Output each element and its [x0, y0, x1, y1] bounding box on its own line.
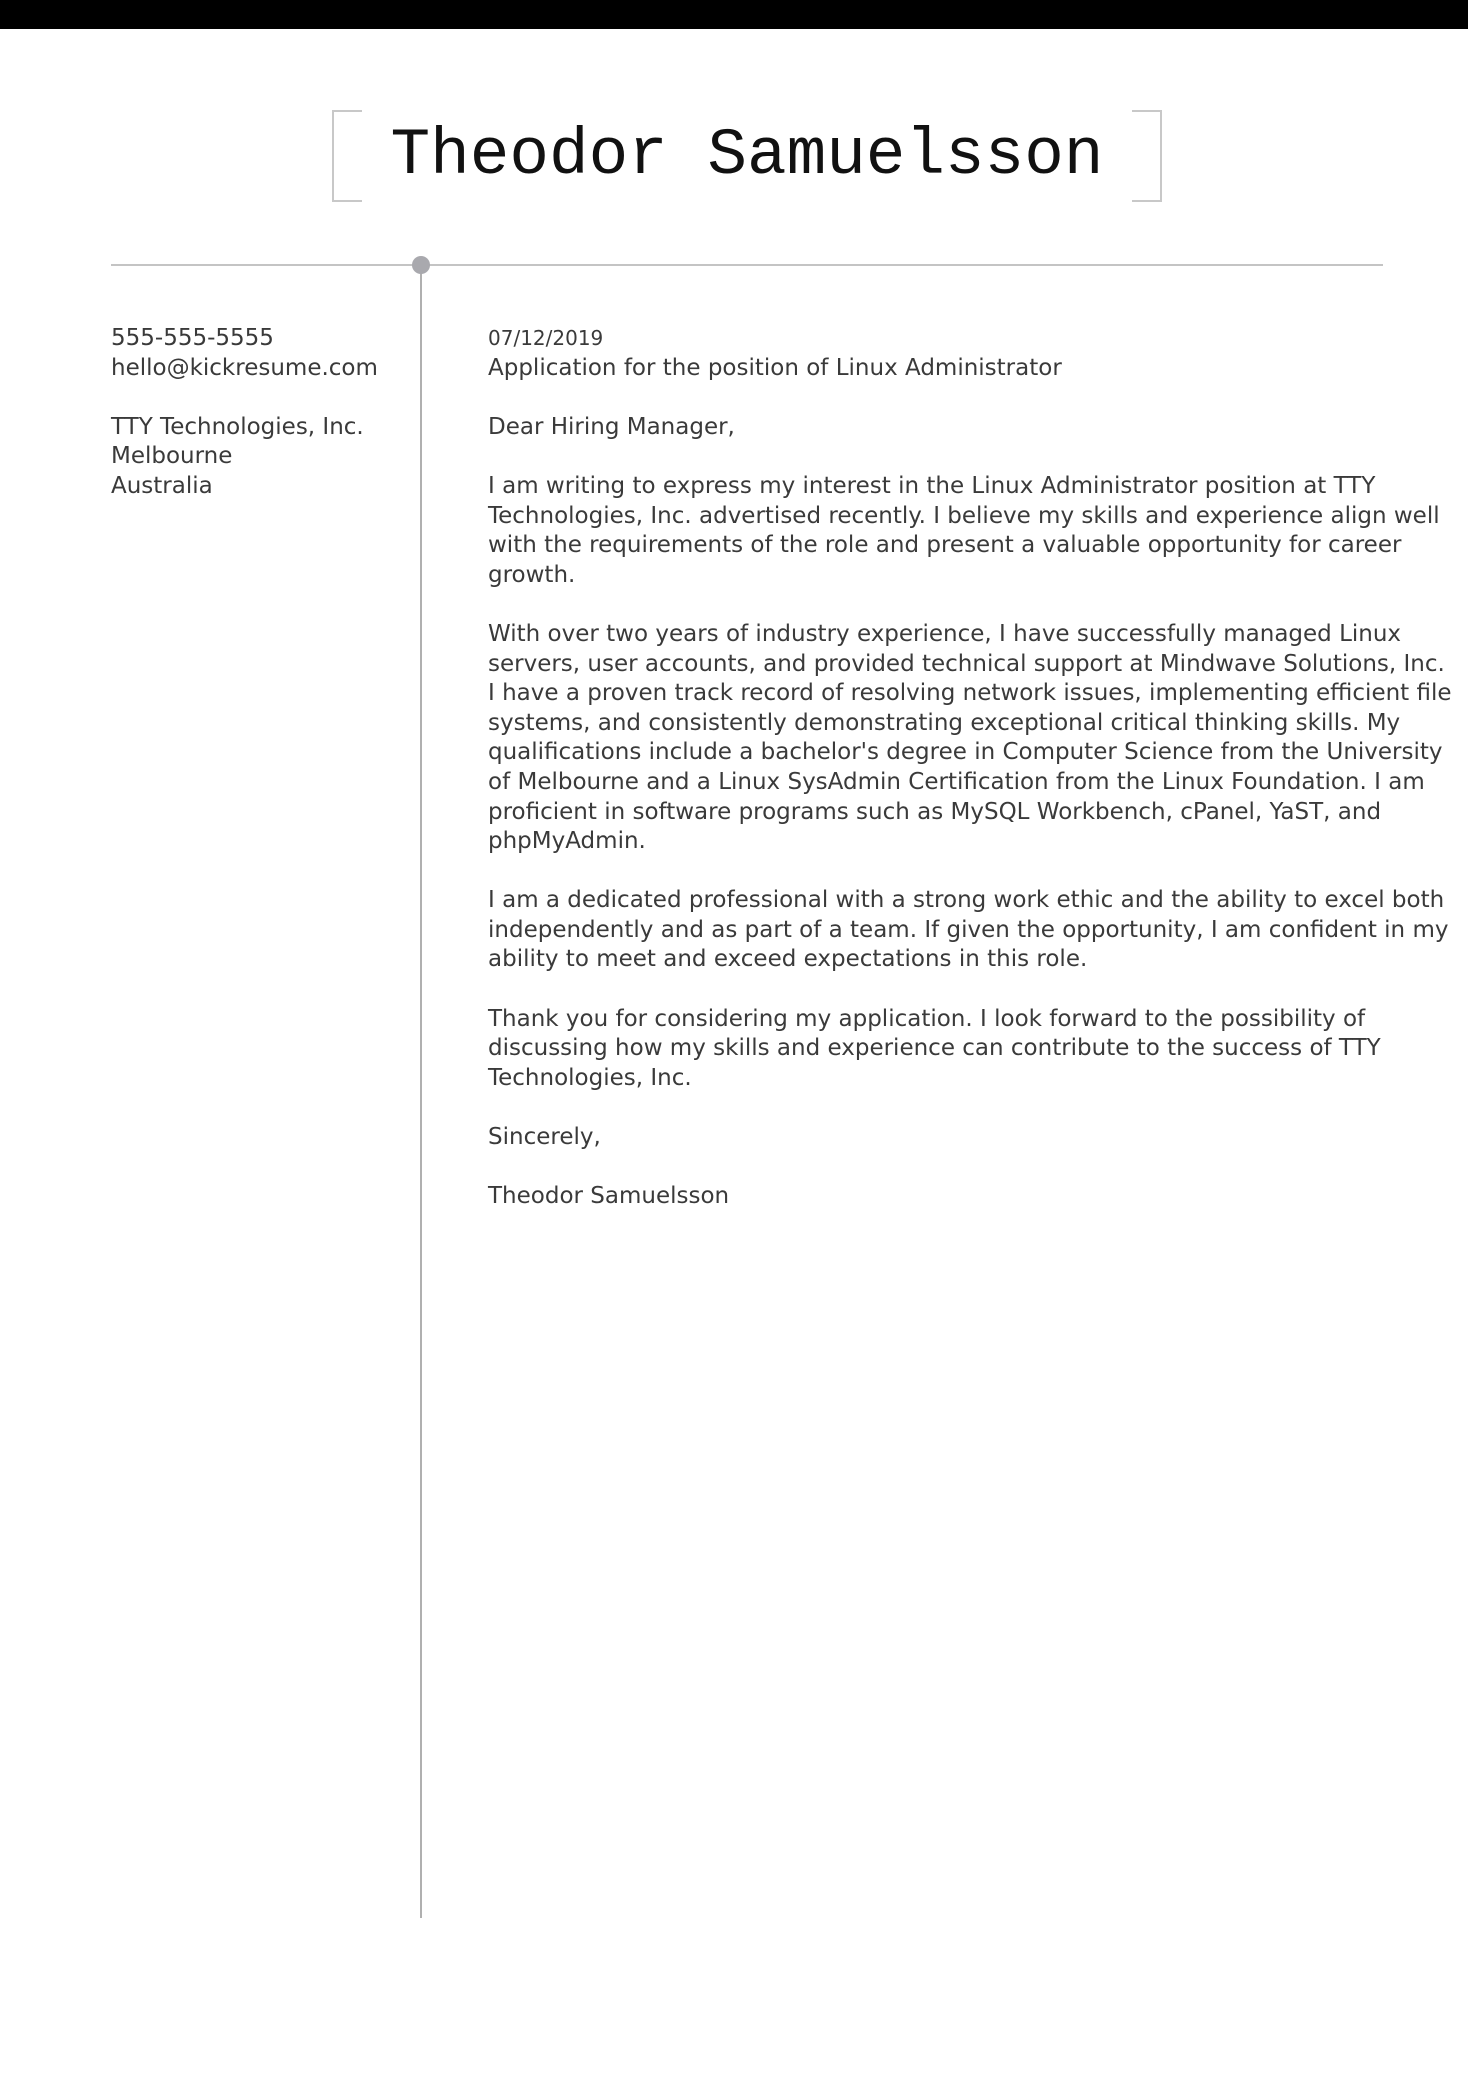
paragraph-line: I am writing to express my interest in the Linux Administrator position at TTY	[488, 472, 1376, 499]
letter-date: 07/12/2019	[488, 326, 604, 350]
paragraph-line: Technologies, Inc. advertised recently. I believe my skills and experience align well	[488, 502, 1440, 529]
paragraph-line: I have a proven track record of resolving network issues, implementing efficient file	[488, 680, 1452, 707]
greeting-text: Dear Hiring Manager,	[488, 413, 735, 440]
contact-sidebar	[111, 324, 401, 502]
recipient-company: TTY Technologies, Inc.	[111, 413, 364, 440]
paragraph-line: independently and as part of a team. If given the opportunity, I am confident in my	[488, 916, 1449, 943]
phone-number: 555-555-5555	[111, 325, 274, 351]
signature	[488, 1182, 1388, 1212]
horizontal-divider	[111, 264, 1383, 266]
paragraph-1	[488, 472, 1440, 590]
paragraph-4	[488, 1005, 1388, 1094]
paragraph-line: proficient in software programs such as MySQL Workbench, cPanel, YaST, and	[488, 798, 1382, 825]
closing	[488, 1123, 1388, 1153]
greeting	[488, 413, 1388, 443]
paragraph-line: servers, user accounts, and provided technical support at Mindwave Solutions, Inc.	[488, 650, 1445, 677]
paragraph-line: qualifications include a bachelor's degree in Computer Science from the University	[488, 739, 1443, 766]
recipient-country: Australia	[111, 472, 213, 499]
paragraph-line: phpMyAdmin.	[488, 828, 646, 855]
paragraph-line: Thank you for considering my application. I look forward to the possibility of	[488, 1005, 1366, 1032]
paragraph-line: with the requirements of the role and present a valuable opportunity for career	[488, 532, 1402, 559]
paragraph-line: growth.	[488, 561, 576, 588]
letter-subject: Application for the position of Linux Administrator	[488, 354, 1062, 381]
signature-name: Theodor Samuelsson	[488, 1183, 730, 1210]
paragraph-2	[488, 620, 1452, 857]
letter-body	[488, 324, 1452, 1212]
paragraph-line: of Melbourne and a Linux SysAdmin Certification from the Linux Foundation. I am	[488, 768, 1425, 795]
paragraph-line: With over two years of industry experience, I have successfully managed Linux	[488, 620, 1402, 647]
email-address: hello@kickresume.com	[111, 354, 378, 381]
paragraph-line: systems, and consistently demonstrating exceptional critical thinking skills. My	[488, 709, 1401, 736]
vertical-divider	[420, 266, 422, 1918]
paragraph-3	[488, 886, 1449, 975]
divider-dot	[412, 256, 430, 274]
paragraph-line: Technologies, Inc.	[488, 1064, 692, 1091]
paragraph-line: ability to meet and exceed expectations in this role.	[488, 946, 1088, 973]
top-bar	[0, 0, 1468, 29]
applicant-name: Theodor Samuelsson	[390, 118, 1104, 193]
paragraph-line: I am a dedicated professional with a strong work ethic and the ability to excel both	[488, 887, 1445, 914]
recipient-city: Melbourne	[111, 443, 233, 470]
spacer	[111, 383, 401, 413]
closing-text: Sincerely,	[488, 1124, 601, 1151]
paragraph-line: discussing how my skills and experience can contribute to the success of TTY	[488, 1035, 1381, 1062]
name-header	[332, 110, 1162, 200]
